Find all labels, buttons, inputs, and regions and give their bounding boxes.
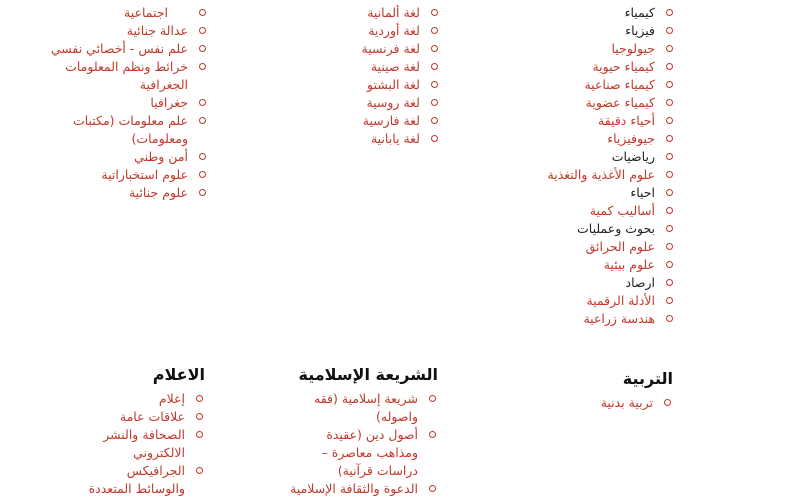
list-item: جيولوجيا <box>465 40 675 58</box>
list-item: لغة صينية <box>320 58 440 76</box>
list-item: علوم الحرائق <box>465 238 675 256</box>
section-heading: الشريعة الإسلامية <box>298 365 438 384</box>
list-item: علم معلومات (مكتبات ومعلومات) <box>38 112 208 148</box>
list-item: لغة البشتو <box>320 76 440 94</box>
list-item: أصول دين (عقيدة ومذاهب معاصرة – دراسات قرآنية) <box>290 426 438 480</box>
education-section <box>523 368 673 412</box>
list-item: احياء <box>465 184 675 202</box>
list-item: علوم جنائية <box>38 184 208 202</box>
sciences-list <box>465 0 675 328</box>
list-item: خرائط ونظم المعلومات الجغرافية <box>38 58 208 94</box>
list-item: الجرافيكس والوسائط المتعددة <box>75 462 205 498</box>
list-item: تربية بدنية <box>523 394 673 412</box>
list-item: أساليب كمية <box>465 202 675 220</box>
list-item: لغة فرنسية <box>320 40 440 58</box>
list-item: لغة أوردية <box>320 22 440 40</box>
list-item: كيمياء صناعية <box>465 76 675 94</box>
languages-list <box>320 0 440 148</box>
media-section <box>75 364 205 498</box>
sharia-section <box>290 364 438 498</box>
section-heading: التربية <box>622 369 673 388</box>
list-item: كيمياء حيوية <box>465 58 675 76</box>
list-item: كيمياء عضوية <box>465 94 675 112</box>
list-item: إعلام <box>75 390 205 408</box>
list-item: رياضيات <box>465 148 675 166</box>
list-item: أمن وطني <box>38 148 208 166</box>
list-item: اجتماعية <box>38 4 208 22</box>
list-item: علاقات عامة <box>75 408 205 426</box>
section-heading: الاعلام <box>152 365 205 384</box>
list-item: الصحافة والنشر الالكتروني <box>75 426 205 462</box>
list-item: علوم استخباراتية <box>38 166 208 184</box>
social-sciences-list <box>38 4 208 202</box>
list-item: لغة فارسية <box>320 112 440 130</box>
list-item: ارصاد <box>465 274 675 292</box>
list-item: بحوث وعمليات <box>465 220 675 238</box>
list-item: كيمياء <box>465 4 675 22</box>
list-item: علوم بيئية <box>465 256 675 274</box>
list-item: علوم الأغذية والتغذية <box>465 166 675 184</box>
list-item: هندسة زراعية <box>465 310 675 328</box>
list-item: عدالة جنائية <box>38 22 208 40</box>
list-item: جغرافيا <box>38 94 208 112</box>
list-item: لغة ألمانية <box>320 4 440 22</box>
list-item: الدعوة والثقافة الإسلامية <box>290 480 438 498</box>
list-item: الأدلة الرقمية <box>465 292 675 310</box>
list-item: جيوفيزياء <box>465 130 675 148</box>
list-item: لغة روسية <box>320 94 440 112</box>
list-item: لغة يابانية <box>320 130 440 148</box>
list-item: علم نفس - أخصائي نفسي <box>38 40 208 58</box>
list-item: أحياء دقيقة <box>465 112 675 130</box>
list-item: شريعة إسلامية (فقه واصوله) <box>290 390 438 426</box>
list-item: فيزياء <box>465 22 675 40</box>
